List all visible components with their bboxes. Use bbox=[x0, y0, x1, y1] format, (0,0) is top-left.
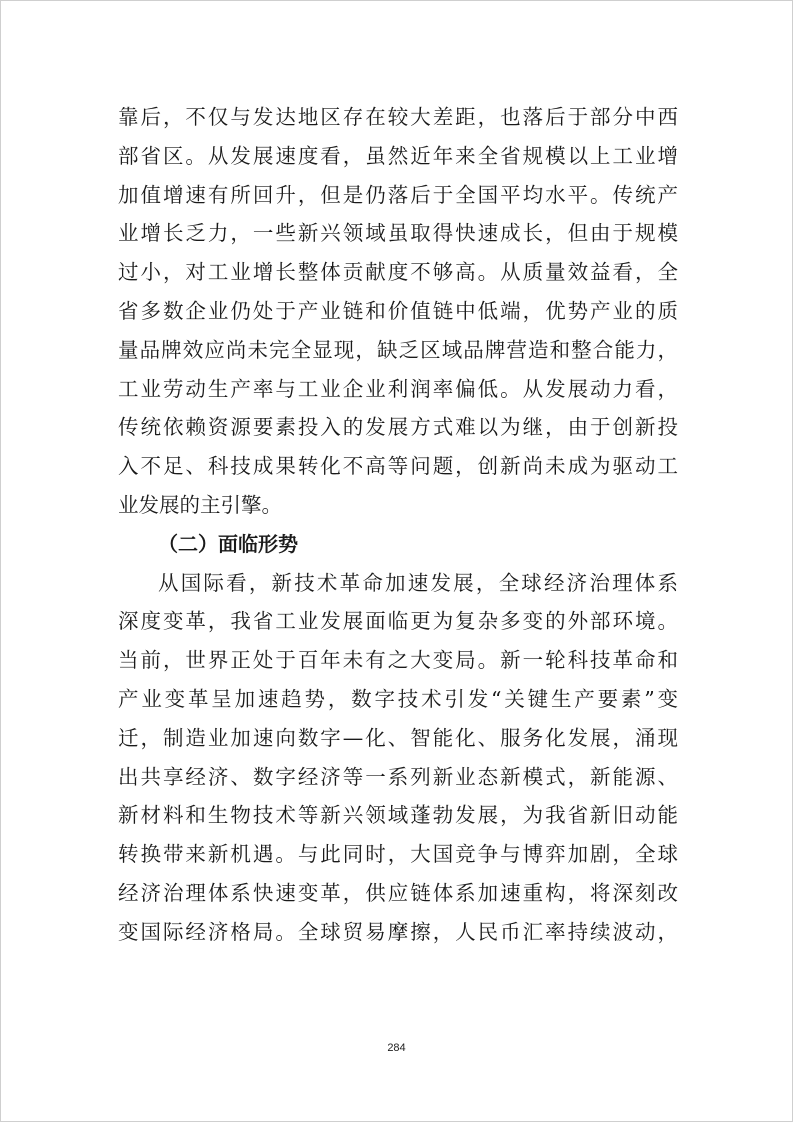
page-number: 284 bbox=[387, 1042, 406, 1054]
text-line: 深度变革，我省工业发展面临更为复杂多变的外部环境。 bbox=[118, 609, 678, 634]
text-line: 部省区。从发展速度看，虽然近年来全省规模以上工业增 bbox=[118, 143, 678, 168]
text-line: 传统依赖资源要素投入的发展方式难以为继，由于创新投 bbox=[118, 415, 678, 440]
text-line: 转换带来新机遇。与此同时，大国竞争与博弈加剧，全球 bbox=[118, 842, 678, 867]
text-line: 加值增速有所回升，但是仍落后于全国平均水平。传统产 bbox=[118, 182, 678, 207]
text-line: 靠后，不仅与发达地区存在较大差距，也落后于部分中西 bbox=[118, 105, 678, 129]
text-line: 业增长乏力，一些新兴领域虽取得快速成长，但由于规模 bbox=[118, 221, 678, 246]
text-line: 产业变革呈加速趋势，数字技术引发“关键生产要素”变 bbox=[118, 686, 678, 711]
document-body bbox=[118, 98, 678, 952]
text-line: 经济治理体系快速变革，供应链体系加速重构，将深刻改 bbox=[118, 880, 678, 905]
section-heading: （二）面临形势 bbox=[158, 531, 298, 556]
text-line: 工业劳动生产率与工业企业利润率偏低。从发展动力看， bbox=[118, 376, 678, 401]
text-line: 当前，世界正处于百年未有之大变局。新一轮科技革命和 bbox=[118, 648, 678, 673]
text-line: 量品牌效应尚未完全显现，缺乏区域品牌营造和整合能力， bbox=[118, 337, 678, 362]
text-line: 入不足、科技成果转化不高等问题，创新尚未成为驱动工 bbox=[118, 454, 678, 479]
text-line: 变国际经济格局。全球贸易摩擦，人民币汇率持续波动， bbox=[118, 919, 678, 944]
paragraph-2 bbox=[118, 564, 678, 952]
text-line: 迁，制造业加速向数字—化、智能化、服务化发展，涌现 bbox=[118, 725, 678, 750]
paragraph-1 bbox=[118, 98, 678, 525]
text-line: 出共享经济、数字经济等一系列新业态新模式，新能源、 bbox=[118, 764, 678, 789]
text-line: 业发展的主引擎。 bbox=[118, 492, 282, 517]
text-line: 过小，对工业增长整体贡献度不够高。从质量效益看，全 bbox=[118, 260, 678, 285]
text-line: 新材料和生物技术等新兴领域蓬勃发展，为我省新旧动能 bbox=[118, 803, 678, 828]
text-line: 省多数企业仍处于产业链和价值链中低端，优势产业的质 bbox=[118, 298, 678, 323]
text-line: 从国际看，新技术革命加速发展，全球经济治理体系 bbox=[158, 570, 678, 595]
